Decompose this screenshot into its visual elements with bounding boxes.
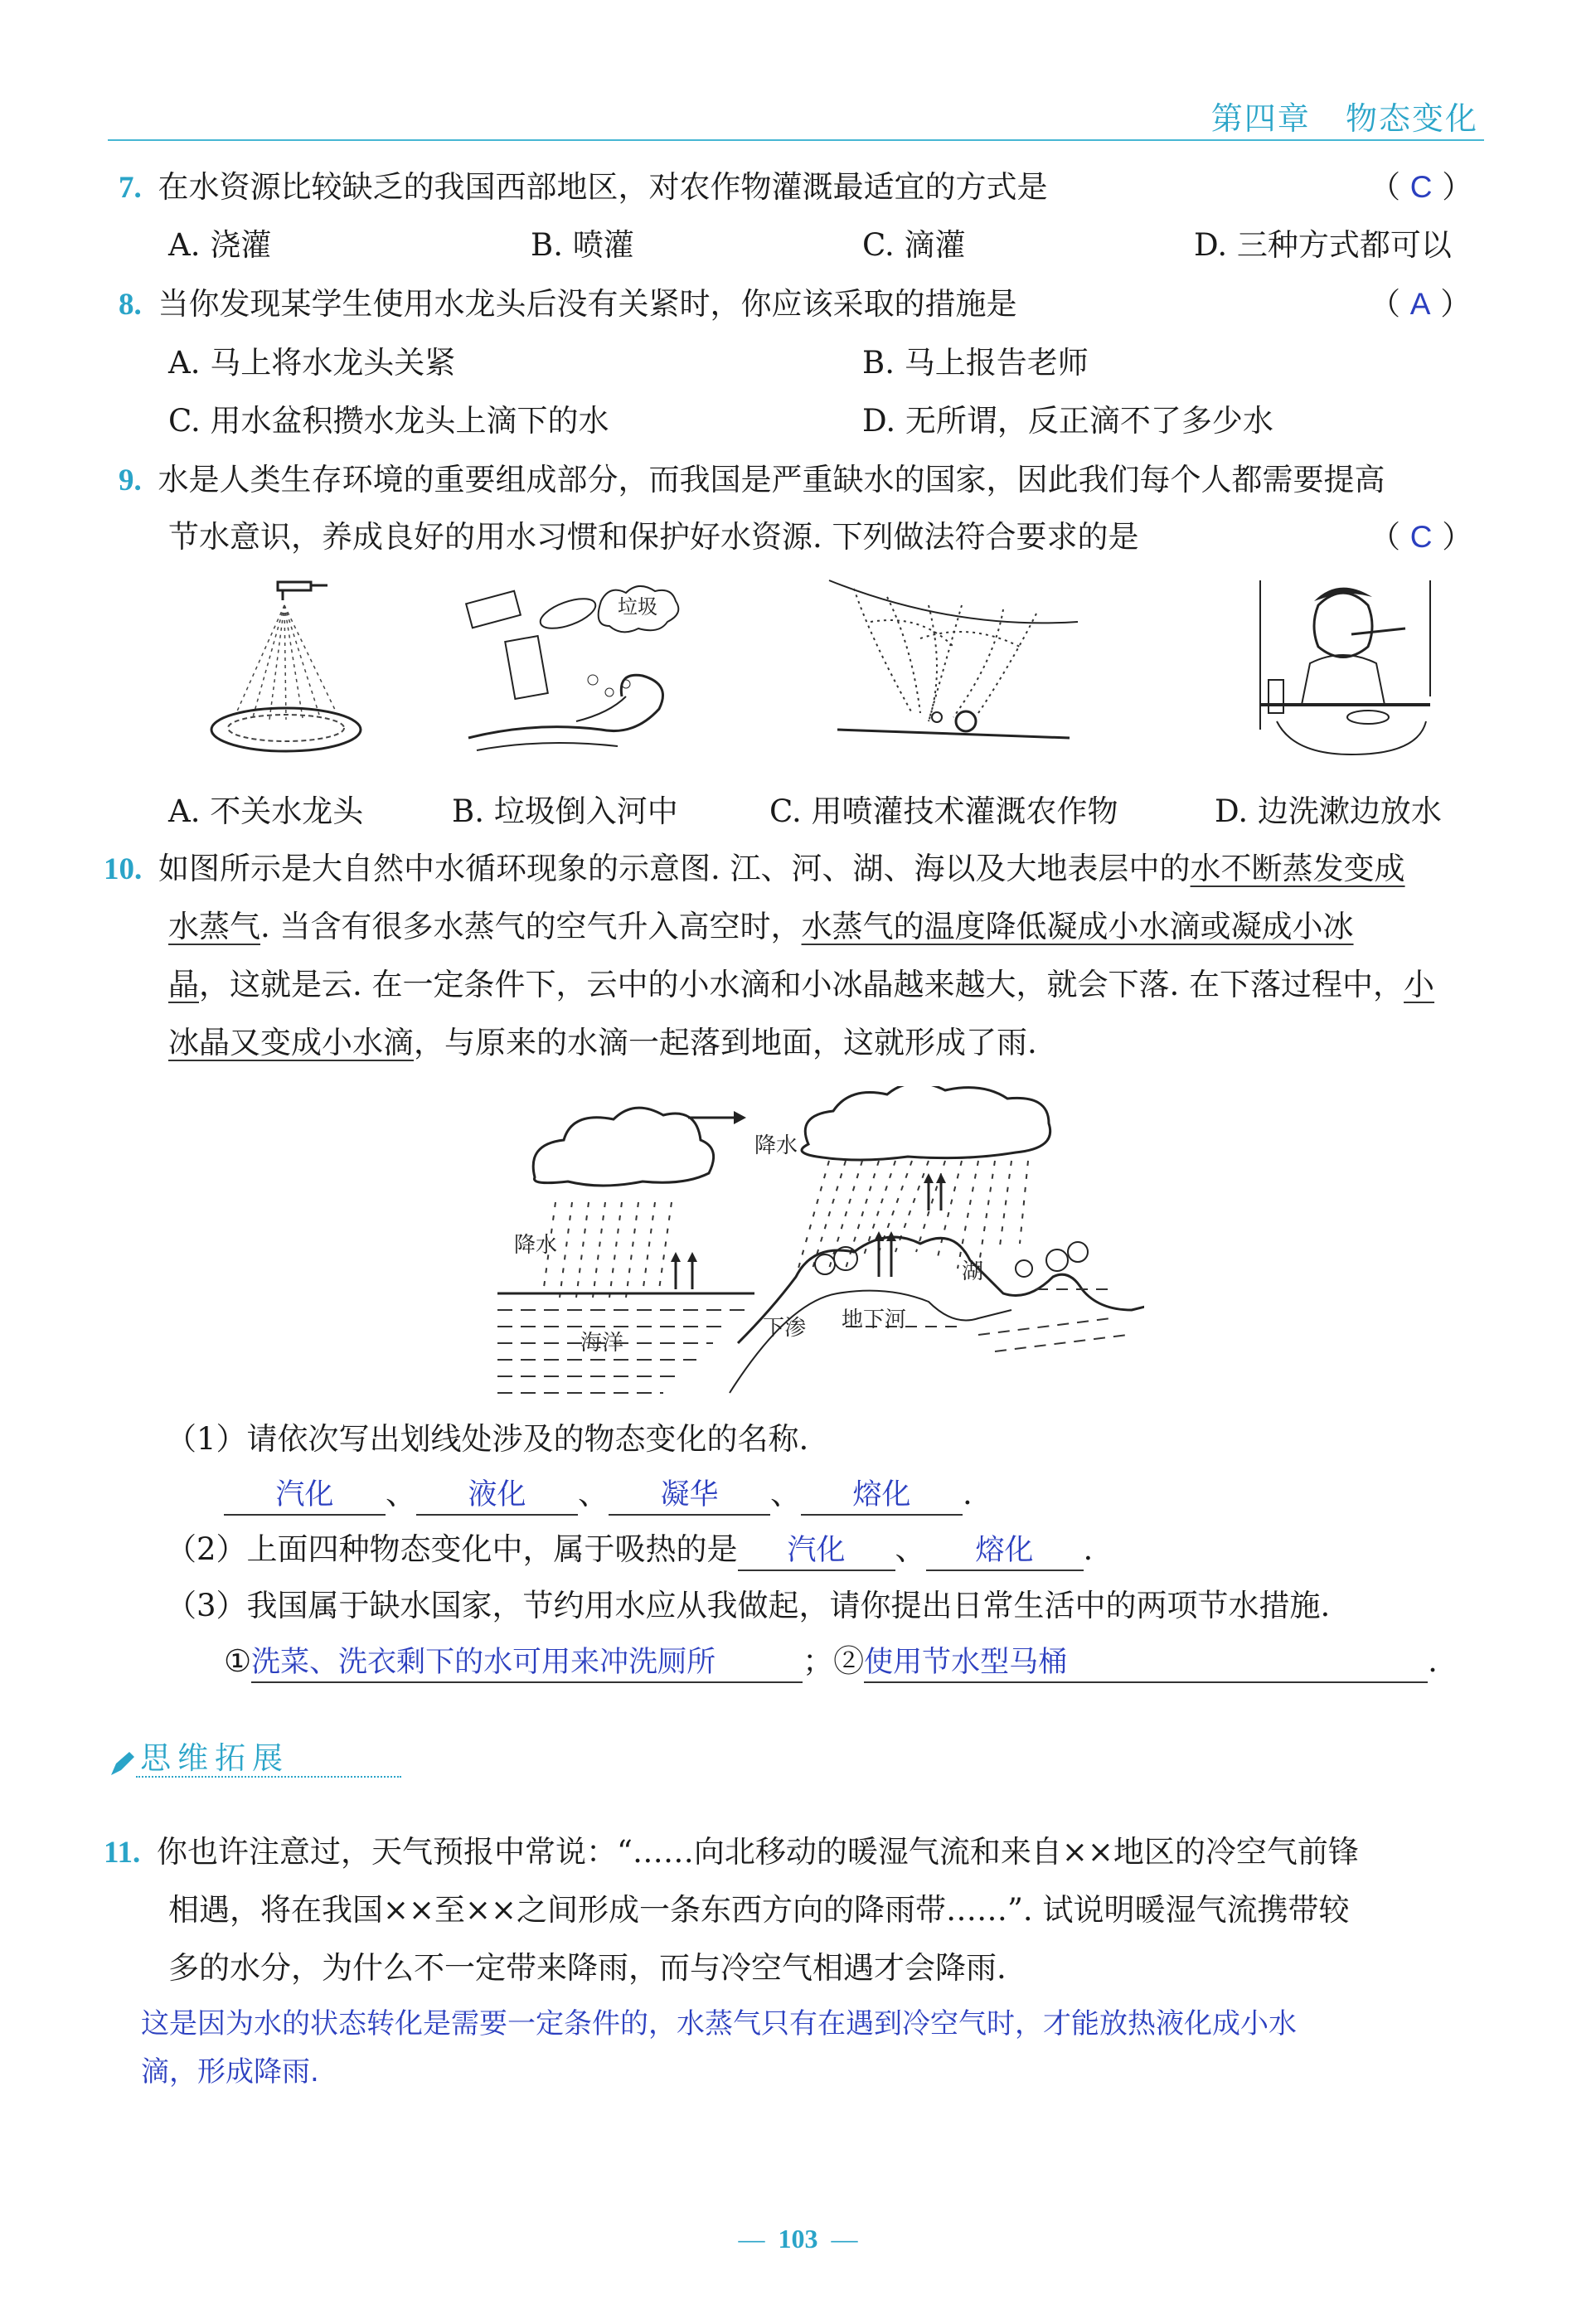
section-title: 思维拓展 bbox=[140, 1740, 290, 1776]
option-b: B. 马上报告老师 bbox=[862, 345, 1089, 381]
label-infiltration: 下渗 bbox=[763, 1316, 807, 1341]
chapter-topic: 物态变化 bbox=[1345, 100, 1478, 137]
answer-blank-1: 汽化 bbox=[738, 1531, 895, 1571]
label-ocean: 海洋 bbox=[580, 1331, 624, 1356]
subquestion-1-answers bbox=[224, 1474, 973, 1516]
question-10-line2 bbox=[168, 907, 1354, 947]
question-text: 当你发现某学生使用水龙头后没有关紧时，你应该采取的措施是 bbox=[158, 286, 1017, 322]
answer-blank-4: 熔化 bbox=[801, 1476, 963, 1516]
option-a: A. 浇灌 bbox=[168, 227, 272, 263]
answer-choice: A bbox=[1409, 287, 1431, 321]
underlined-phrase-1: 水不断蒸发变成 bbox=[1190, 851, 1405, 886]
page-footer: — 103 — bbox=[738, 2224, 858, 2254]
cloud-right bbox=[802, 1086, 1050, 1160]
question-11-line1 bbox=[104, 1832, 1359, 1873]
question-9-stem-line2: 节水意识，养成良好的用水习惯和保护好水资源. 下列做法符合要求的是 bbox=[168, 519, 1139, 555]
section-heading bbox=[106, 1733, 289, 1782]
option-b: B. 垃圾倒入河中 bbox=[452, 793, 678, 829]
underlined-phrase-2-end: 晶 bbox=[168, 967, 199, 1002]
question-10-line1 bbox=[104, 849, 1405, 890]
garbage-label: 垃圾 bbox=[618, 595, 657, 619]
question-text: ，与原来的水滴一起落到地面，这就形成了雨. bbox=[414, 1025, 1037, 1060]
answer-blank-3: 凝华 bbox=[609, 1476, 770, 1516]
marker-1: ① bbox=[224, 1643, 252, 1679]
label-precipitation-left: 降水 bbox=[514, 1233, 558, 1258]
answer-measure-2: 使用节水型马桶 bbox=[864, 1643, 1428, 1683]
option-d: D. 边洗漱边放水 bbox=[1215, 793, 1442, 829]
subquestion-1: （1）请依次写出划线处涉及的物态变化的名称. bbox=[166, 1421, 809, 1457]
answer-slot: （ A ） bbox=[1370, 286, 1472, 322]
answer-blank-1: 汽化 bbox=[224, 1476, 386, 1516]
answer-measure-1: 洗菜、洗衣剩下的水可用来冲洗厕所 bbox=[251, 1643, 803, 1683]
sprinkler-irrigation-picture bbox=[821, 572, 1086, 763]
option-c: C. 用水盆积攒水龙头上滴下的水 bbox=[168, 403, 609, 439]
separator: 、 bbox=[578, 1476, 609, 1511]
rain-right bbox=[796, 1161, 1028, 1277]
question-number: 10. bbox=[104, 852, 143, 886]
chapter-number: 第四章 bbox=[1210, 100, 1311, 137]
label-precipitation-top: 降水 bbox=[754, 1133, 798, 1158]
page-number: 103 bbox=[778, 2224, 818, 2254]
cloud-left bbox=[533, 1108, 713, 1186]
answer-blank-2: 熔化 bbox=[926, 1531, 1084, 1571]
option-d: D. 三种方式都可以 bbox=[1194, 227, 1452, 263]
question-number: 11. bbox=[104, 1836, 141, 1870]
rain-left bbox=[543, 1202, 672, 1298]
question-9-stem-line1 bbox=[119, 460, 1385, 501]
question-10-line3 bbox=[168, 965, 1434, 1005]
label-lake: 湖 bbox=[962, 1259, 984, 1284]
question-text: 在水资源比较缺乏的我国西部地区，对农作物灌溉最适宜的方式是 bbox=[158, 169, 1048, 205]
answer-slot: （ C ） bbox=[1370, 519, 1473, 555]
question-11-line2: 相遇，将在我国××至××之间形成一条东西方向的降雨带……”. 试说明暖湿气流携带较 bbox=[168, 1892, 1350, 1928]
end-period: . bbox=[1428, 1643, 1438, 1679]
question-8-stem bbox=[119, 284, 1017, 325]
underlined-phrase-4-end: 冰晶又变成小水滴 bbox=[168, 1025, 414, 1060]
answer-line-1: 这是因为水的状态转化是需要一定条件的，水蒸气只有在遇到冷空气时，才能放热液化成小水 bbox=[141, 2007, 1297, 2040]
answer-blank-2: 液化 bbox=[416, 1476, 578, 1516]
option-c: C. 滴灌 bbox=[862, 227, 966, 263]
brushing-teeth-picture bbox=[1244, 572, 1451, 771]
underlined-phrase-1-end: 水蒸气 bbox=[168, 909, 260, 944]
end-period: . bbox=[963, 1476, 973, 1511]
answer-choice: C bbox=[1409, 520, 1433, 554]
separator: 、 bbox=[770, 1476, 801, 1511]
end-period: . bbox=[1083, 1531, 1094, 1567]
question-number: 8. bbox=[119, 288, 142, 322]
chapter-header bbox=[1211, 93, 1478, 138]
question-7-stem bbox=[119, 167, 1048, 208]
underlined-phrase-2: 水蒸气的温度降低凝成小水滴或凝成小冰 bbox=[801, 909, 1354, 944]
evaporation-arrows bbox=[676, 1181, 941, 1289]
option-c: C. 用喷灌技术灌溉农作物 bbox=[769, 793, 1118, 829]
subquestion-3: （3）我国属于缺水国家，节约用水应从我做起，请你提出日常生活中的两项节水措施. bbox=[166, 1588, 1331, 1623]
faucet-running-picture bbox=[187, 572, 369, 771]
question-text: . 当含有很多水蒸气的空气升入高空时， bbox=[260, 909, 802, 944]
header-divider bbox=[108, 139, 1484, 141]
answer-line-2: 滴，形成降雨. bbox=[141, 2055, 319, 2089]
label-underground-river: 地下河 bbox=[842, 1308, 907, 1332]
separator: 、 bbox=[386, 1476, 416, 1511]
option-a: A. 不关水龙头 bbox=[168, 793, 364, 829]
question-text: ，这就是云. 在一定条件下，云中的小水滴和小冰晶越来越大，就会下落. 在下落过程中， bbox=[199, 967, 1404, 1002]
separator: 、 bbox=[895, 1531, 926, 1567]
question-text: 水是人类生存环境的重要组成部分，而我国是严重缺水的国家，因此我们每个人都需要提高 bbox=[158, 462, 1385, 497]
question-text: 如图所示是大自然中水循环现象的示意图. 江、河、湖、海以及大地表层中的 bbox=[158, 851, 1191, 886]
question-10-line4 bbox=[168, 1023, 1037, 1063]
subquestion-3-answers bbox=[224, 1642, 1438, 1683]
marker-2: ；② bbox=[803, 1643, 865, 1679]
water-cycle-diagram bbox=[497, 1086, 1144, 1409]
answer-choice: C bbox=[1409, 170, 1433, 204]
subquestion-2 bbox=[166, 1530, 1093, 1571]
question-text: （2）上面四种物态变化中，属于吸热的是 bbox=[166, 1531, 738, 1567]
option-a: A. 马上将水龙头关紧 bbox=[168, 345, 456, 381]
option-b: B. 喷灌 bbox=[531, 227, 634, 263]
garbage-river-picture bbox=[460, 580, 692, 763]
question-text: 你也许注意过，天气预报中常说：“……向北移动的暖湿气流和来自××地区的冷空气前锋 bbox=[156, 1834, 1359, 1870]
question-11-line3: 多的水分，为什么不一定带来降雨，而与冷空气相遇才会降雨. bbox=[168, 1950, 1007, 1986]
question-number: 7. bbox=[119, 171, 142, 205]
question-number: 9. bbox=[119, 463, 142, 497]
pencil-icon bbox=[106, 1749, 136, 1782]
option-d: D. 无所谓，反正滴不了多少水 bbox=[862, 403, 1273, 439]
answer-slot: （ C ） bbox=[1370, 169, 1473, 205]
trees bbox=[815, 1242, 1088, 1277]
underlined-phrase-4: 小 bbox=[1404, 967, 1435, 1002]
